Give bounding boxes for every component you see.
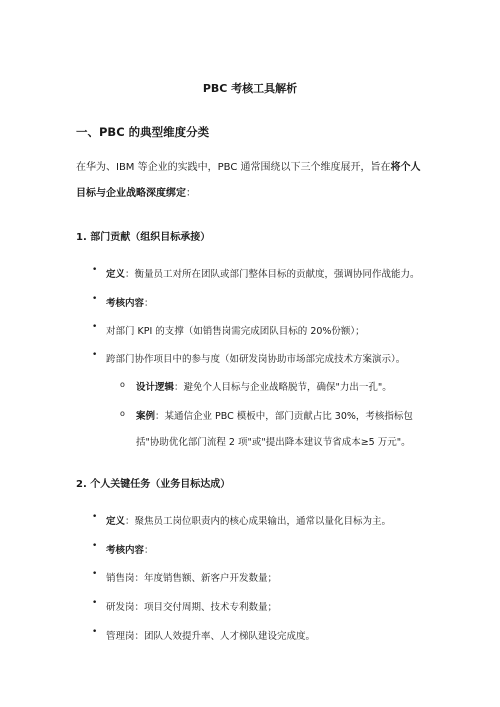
page-title: PBC 考核工具解析 <box>202 82 298 95</box>
bullet-icon: • <box>92 350 98 360</box>
item-label: 设计逻辑 <box>136 382 175 393</box>
subsection-heading: 2. 个人关键任务（业务目标达成） <box>76 479 231 490</box>
item-text: 对部门 KPI 的支撑（如销售岗需完成团队目标的 20%份额）； <box>106 326 365 337</box>
intro-bold-text: 将个人 <box>390 162 421 173</box>
bullet-icon: • <box>92 598 98 608</box>
item-text: ：某通信企业 PBC 模板中，部门贡献占比 30%，考核指标包 <box>155 411 413 422</box>
item-text: 管理岗：团队人效提升率、人才梯队建设完成度。 <box>106 631 316 642</box>
intro-paragraph-line2 <box>76 184 196 199</box>
item-text: ： <box>144 298 154 309</box>
circle-bullet-icon: o <box>120 380 125 389</box>
item-label: 案例 <box>136 411 156 422</box>
bullet-icon: • <box>92 627 98 637</box>
item-label: 定义 <box>106 269 126 280</box>
item-label: 定义 <box>106 516 126 527</box>
intro-text: ： <box>186 188 196 199</box>
bullet-icon: • <box>92 512 98 522</box>
circle-bullet-icon: o <box>120 409 125 418</box>
item-text: 跨部门协作项目中的参与度（如研发岗协助市场部完成技术方案演示）。 <box>106 354 406 365</box>
item-text: 销售岗：年度销售额、新客户开发数量； <box>106 573 278 584</box>
item-label: 考核内容 <box>106 545 145 556</box>
bullet-icon: • <box>92 569 98 579</box>
bullet-icon: • <box>92 322 98 332</box>
bullet-icon: • <box>92 265 98 275</box>
bullet-icon: • <box>92 294 98 304</box>
intro-bold-text: 目标与企业战略深度绑定 <box>76 188 186 199</box>
subsection-heading: 1. 部门贡献（组织目标承接） <box>76 232 211 243</box>
item-text: ：避免个人目标与企业战略脱节，确保"力出一孔"。 <box>174 382 392 393</box>
item-text: ： <box>144 545 154 556</box>
section-heading: 一、PBC 的典型维度分类 <box>76 125 210 139</box>
item-text: 研发岗：项目交付周期、技术专利数量； <box>106 602 278 613</box>
item-text: ：衡量员工对所在团队或部门整体目标的贡献度，强调协同作战能力。 <box>125 269 420 280</box>
item-label: 考核内容 <box>106 298 145 309</box>
sub-list-item-continuation: 括"协助优化部门流程 2 项"或"提出降本建议节省成本≥5 万元"。 <box>136 437 411 448</box>
intro-paragraph-line1 <box>76 158 421 173</box>
intro-text: 在华为、IBM 等企业的实践中，PBC 通常围绕以下三个维度展开，旨在 <box>76 162 391 173</box>
item-text: ：聚焦员工岗位职责内的核心成果输出，通常以量化目标为主。 <box>125 516 392 527</box>
bullet-icon: • <box>92 541 98 551</box>
